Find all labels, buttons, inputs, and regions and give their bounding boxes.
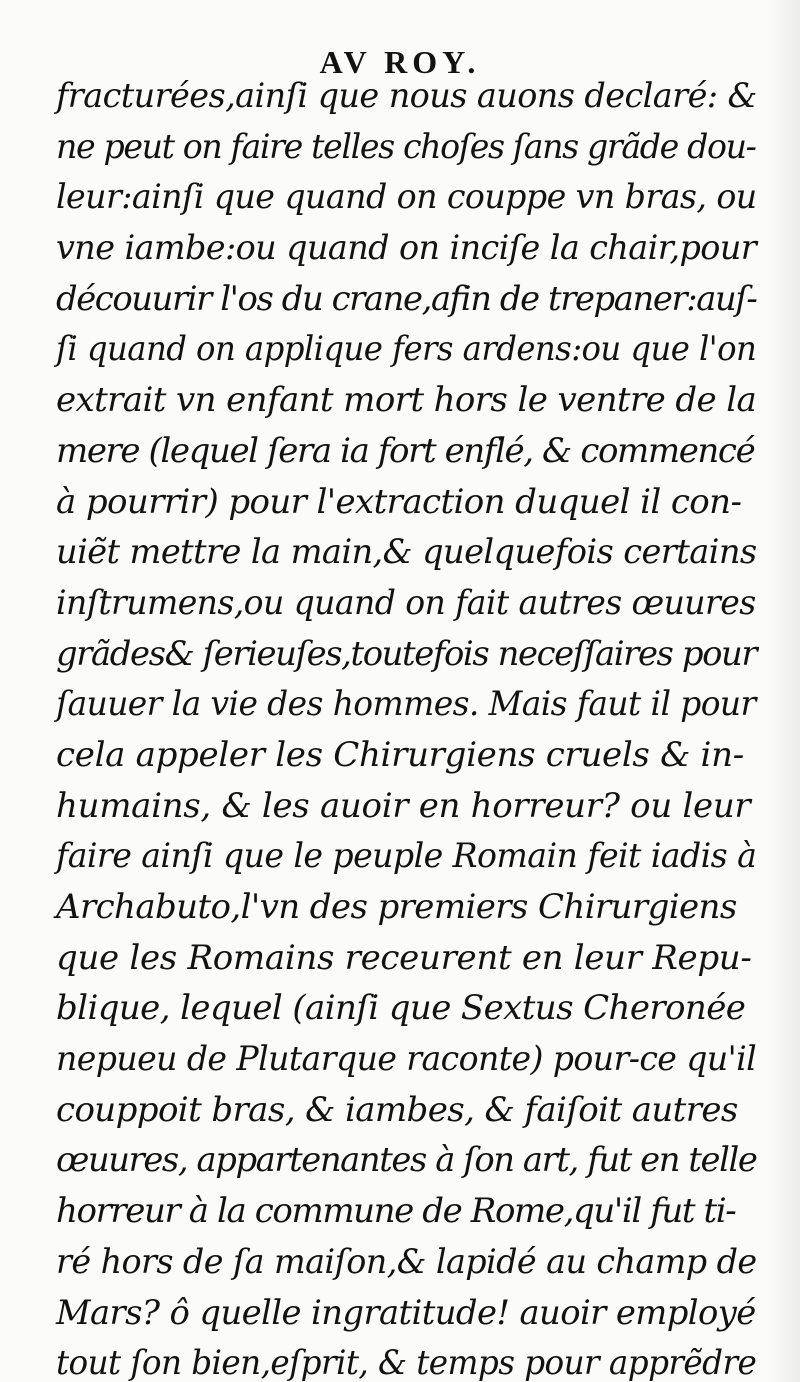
body-text: [56, 68, 756, 1382]
text-line: blique, lequel (ainſi que Sextus Cheronée: [56, 988, 746, 1029]
text-line: nepueu de Plutarque raconte) pour-ce qu'il: [56, 1039, 757, 1080]
text-line: œuures, appartenantes à ſon art, fut en telle: [56, 1140, 757, 1181]
text-line: couppoit bras, & iambes, & faiſoit autres: [56, 1089, 738, 1130]
text-line: inſtrumens,ou quand on fait autres œuures: [56, 582, 756, 623]
text-line: humains, & les auoir en horreur? ou leur: [56, 785, 751, 826]
text-line: ſi quand on applique fers ardens:ou que l'on: [56, 329, 757, 370]
text-line: ne peut on faire telles choſes ſans grãde dou-: [56, 126, 756, 167]
text-line: vne iambe:ou quand on inciſe la chair,pour: [56, 228, 757, 269]
text-line: mere (lequel ſera ia fort enflé, & commencé: [56, 430, 755, 471]
text-line: tout ſon bien,eſprit, & temps pour apprẽdre: [56, 1343, 757, 1382]
text-line: ſauuer la vie des hommes. Mais faut il pour: [56, 684, 756, 725]
text-line: fracturées,ainſi que nous auons declaré: &: [56, 76, 757, 116]
text-line: uiẽt mettre la main,& quelquefois certains: [56, 532, 757, 573]
text-line: que les Romains receurent en leur Repu-: [56, 937, 752, 978]
text-line: Mars? ô quelle ingratitude! auoir employé: [56, 1292, 756, 1333]
running-head: AV ROY.: [319, 44, 481, 80]
text-line: ré hors de ſa maiſon,& lapidé au champ de: [56, 1241, 757, 1282]
text-line: cela appeler les Chirurgiens cruels & in-: [56, 734, 744, 775]
page-edge-shadow: [766, 0, 800, 1382]
text-line: à pourrir) pour l'extraction duquel il con-: [56, 481, 742, 522]
text-line: Archabuto,l'vn des premiers Chirurgiens: [56, 887, 737, 927]
text-line: faire ainſi que le peuple Romain feit iadis à: [56, 836, 757, 877]
text-line: horreur à la commune de Rome,qu'il fut ti-: [56, 1191, 736, 1232]
text-line: découurir l'os du crane,afin de trepaner:auſ-: [56, 278, 757, 319]
text-line: grãdes& ſerieuſes,toutefois neceſſaires pour: [56, 633, 757, 674]
text-line: extrait vn enfant mort hors le ventre de la: [56, 380, 757, 421]
text-line: leur:ainſi que quand on couppe vn bras, ou: [56, 177, 757, 218]
